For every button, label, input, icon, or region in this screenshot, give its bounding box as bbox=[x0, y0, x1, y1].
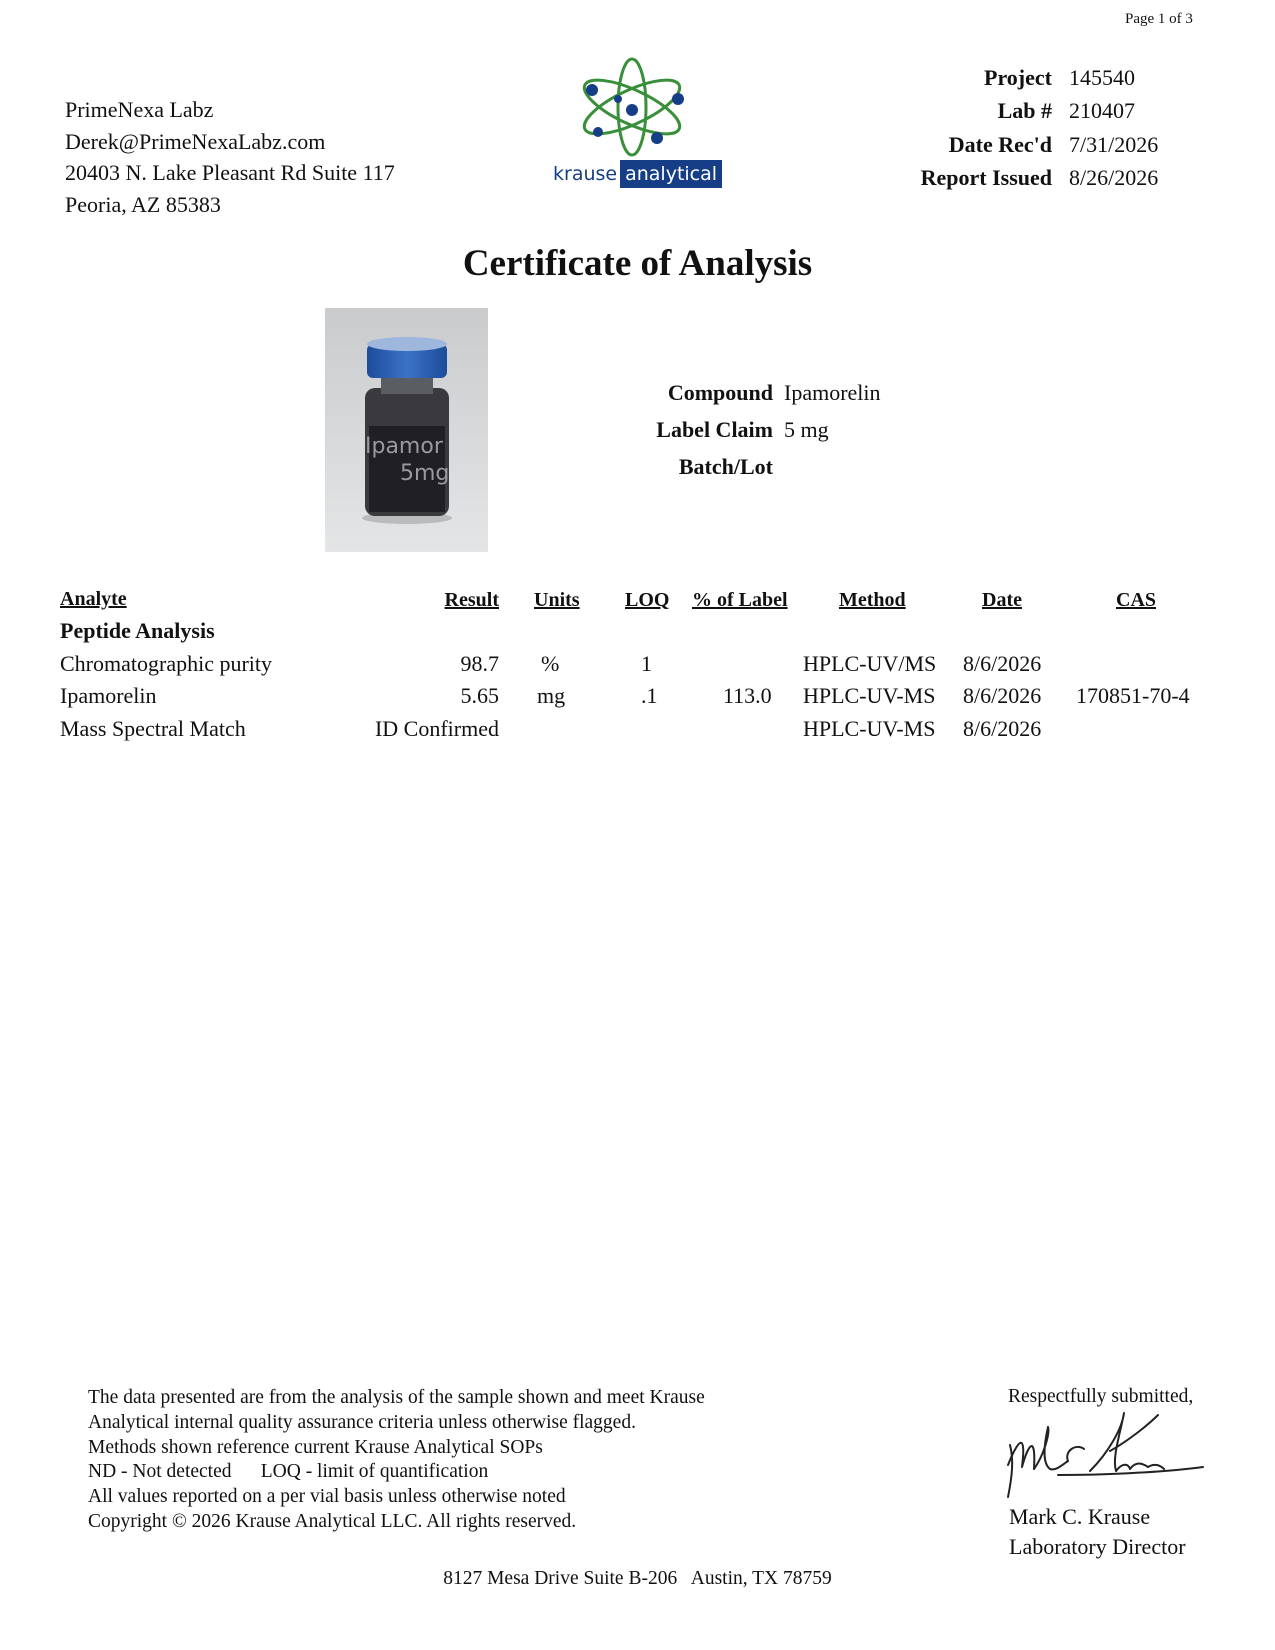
meta-row-lab-number bbox=[880, 95, 1158, 129]
meta-row-report-issued bbox=[880, 162, 1158, 196]
page-number: Page 1 of 3 bbox=[1125, 11, 1193, 27]
disclaimer-line: ND - Not detected LOQ - limit of quantification bbox=[88, 1461, 489, 1483]
cell-method: HPLC-UV/MS bbox=[803, 651, 937, 676]
compound-label: Compound bbox=[667, 379, 773, 405]
column-header-analyte: Analyte bbox=[60, 588, 127, 610]
column-header-units: Units bbox=[534, 589, 580, 611]
vial-label-name: Ipamor bbox=[365, 434, 443, 459]
client-address-line1: 20403 N. Lake Pleasant Rd Suite 117 bbox=[65, 160, 395, 185]
signatory-name: Mark C. Krause bbox=[1009, 1504, 1151, 1529]
column-header-result: Result bbox=[444, 589, 499, 611]
signatory bbox=[1009, 1502, 1186, 1562]
compound-row bbox=[600, 374, 881, 411]
sample-vial-photo bbox=[325, 308, 488, 552]
meta-label: Project bbox=[984, 64, 1052, 90]
vial-label-dose: 5mg bbox=[400, 461, 450, 486]
disclaimer-line: Analytical internal quality assurance criteria unless otherwise flagged. bbox=[88, 1411, 636, 1433]
cell-method: HPLC-UV-MS bbox=[803, 716, 936, 741]
meta-label: Date Rec'd bbox=[948, 131, 1052, 157]
meta-value: 145540 bbox=[1069, 64, 1135, 90]
meta-value: 8/26/2026 bbox=[1069, 165, 1159, 191]
meta-value: 210407 bbox=[1069, 98, 1135, 124]
label-claim-value: 5 mg bbox=[784, 416, 829, 442]
client-address-block bbox=[65, 94, 395, 220]
krause-analytical-logo bbox=[540, 52, 730, 197]
disclaimer-line: The data presented are from the analysis of the sample shown and meet Krause bbox=[88, 1387, 705, 1408]
client-email: Derek@PrimeNexaLabz.com bbox=[65, 128, 326, 154]
cell-result: 98.7 bbox=[460, 651, 499, 676]
atom-icon bbox=[540, 52, 730, 162]
disclaimer-line: Methods shown reference current Krause Analytical SOPs bbox=[88, 1436, 543, 1458]
column-header-percent-of-label: % of Label bbox=[692, 589, 788, 611]
signatory-role: Laboratory Director bbox=[1009, 1534, 1186, 1559]
meta-label: Lab # bbox=[997, 98, 1052, 124]
cell-loq: .1 bbox=[641, 683, 658, 708]
signature-closing: Respectfully submitted, bbox=[1008, 1386, 1194, 1407]
cell-loq: 1 bbox=[641, 651, 652, 676]
cell-analyte: Chromatographic purity bbox=[60, 651, 273, 676]
compound-info bbox=[600, 374, 881, 485]
lab-address: 8127 Mesa Drive Suite B-206 Austin, TX 78759 bbox=[443, 1568, 832, 1589]
column-header-date: Date bbox=[982, 589, 1022, 611]
cell-analyte: Ipamorelin bbox=[60, 683, 157, 708]
batch-lot-label: Batch/Lot bbox=[678, 453, 773, 479]
disclaimer-block bbox=[88, 1386, 705, 1535]
cell-units: % bbox=[541, 651, 560, 676]
cell-method: HPLC-UV-MS bbox=[803, 683, 936, 708]
column-header-method: Method bbox=[839, 589, 906, 611]
meta-row-date-received bbox=[880, 128, 1158, 162]
logo-word-krause: krause bbox=[553, 163, 618, 185]
cell-date: 8/6/2026 bbox=[963, 651, 1042, 676]
report-meta bbox=[880, 61, 1158, 195]
cell-result: ID Confirmed bbox=[374, 716, 499, 741]
compound-value: Ipamorelin bbox=[784, 379, 881, 405]
page-title: Certificate of Analysis bbox=[462, 243, 813, 284]
label-claim-label: Label Claim bbox=[656, 416, 773, 442]
meta-row-project bbox=[880, 61, 1158, 95]
meta-value: 7/31/2026 bbox=[1069, 131, 1159, 157]
label-claim-row bbox=[600, 411, 881, 448]
column-header-cas: CAS bbox=[1116, 589, 1157, 611]
client-name: PrimeNexa Labz bbox=[65, 97, 214, 122]
cell-cas: 170851-70-4 bbox=[1076, 683, 1190, 708]
disclaimer-line: All values reported on a per vial basis unless otherwise noted bbox=[88, 1486, 566, 1508]
client-address-line2: Peoria, AZ 85383 bbox=[65, 191, 221, 217]
cell-result: 5.65 bbox=[460, 683, 499, 708]
cell-date: 8/6/2026 bbox=[963, 683, 1042, 708]
meta-label: Report Issued bbox=[920, 165, 1052, 191]
column-header-loq: LOQ bbox=[625, 589, 670, 611]
logo-word-analytical: analytical bbox=[620, 160, 722, 188]
handwritten-signature bbox=[998, 1405, 1208, 1500]
cell-percent-of-label: 113.0 bbox=[723, 683, 772, 708]
copyright-line: Copyright © 2026 Krause Analytical LLC. All rights reserved. bbox=[88, 1510, 577, 1532]
cell-analyte: Mass Spectral Match bbox=[60, 716, 246, 741]
section-heading: Peptide Analysis bbox=[60, 618, 215, 643]
batch-lot-row bbox=[600, 448, 881, 485]
cell-units: mg bbox=[537, 683, 566, 708]
cell-date: 8/6/2026 bbox=[963, 716, 1042, 741]
